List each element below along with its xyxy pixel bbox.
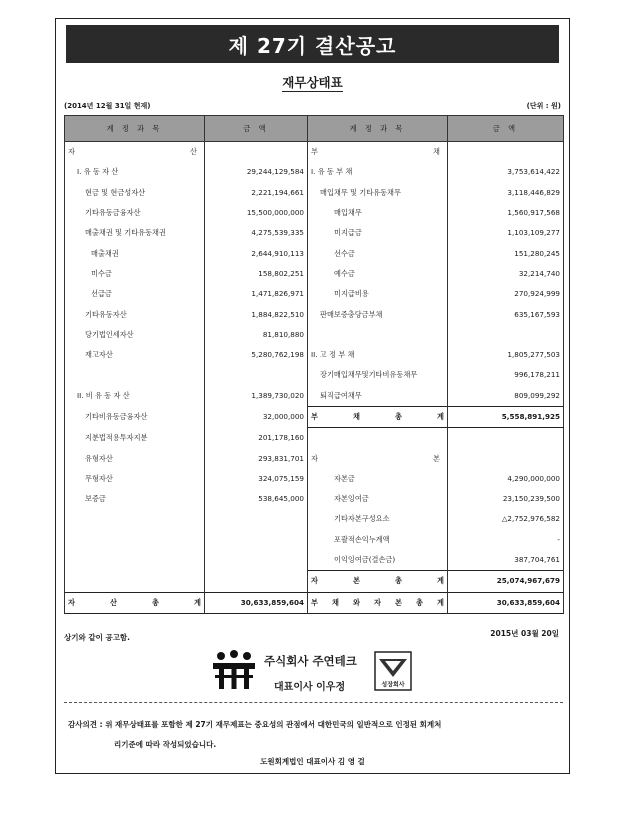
- assets-section: 자 산: [65, 142, 205, 163]
- company-name: 주식회사 주연테크: [264, 654, 357, 668]
- page-title: 제 27기 결산공고: [66, 25, 559, 63]
- table-row: 매출채권 및 기타유동채권 4,275,539,335 미지급금 1,103,109,277: [65, 223, 564, 243]
- svg-text:성장회사: 성장회사: [381, 681, 405, 689]
- table-row: [65, 142, 564, 163]
- assets-total-amount: 30,633,859,604: [205, 592, 308, 613]
- statement-title: 재무상태표: [282, 75, 343, 90]
- announcement-page: [55, 18, 570, 774]
- grand-total-row: [65, 592, 564, 613]
- table-row: 선급금 1,471,826,971 미지급비용 270,924,999: [65, 284, 564, 304]
- table-row: 지분법적용투자지분 201,178,160: [65, 428, 564, 449]
- liab-equity-total-amount: 30,633,859,604: [448, 592, 564, 613]
- equity-total-amount: 25,074,967,679: [448, 571, 564, 592]
- table-row: 유형자산 293,831,701 자 본: [65, 448, 564, 468]
- table-row: 무형자산 324,075,159 자본금 4,290,000,000: [65, 469, 564, 489]
- table-row: 당기법인세자산 81,810,880: [65, 325, 564, 345]
- unit-label: (단위 : 원): [526, 102, 561, 110]
- table-row: 기타유동금융자산 15,500,000,000 매입채무 1,560,917,568: [65, 203, 564, 223]
- liab-equity-total-label: 부 채 와 자 본 총 계: [308, 592, 448, 613]
- liabilities-total-label: 부 채 총 계: [308, 406, 448, 427]
- audit-opinion: 감사의견 : 위 재무상태표를 포함한 제 27기 재무제표는 중요성의 관점에서 대한민국의 일반적으로 인정된 회계처 리기준에 따라 작성되었습니다.: [68, 720, 442, 749]
- table-row: 기타유동자산 1,884,822,510 판매보증충당금부채 635,167,593: [65, 304, 564, 324]
- table-row: [65, 571, 564, 592]
- table-row: 포괄적손익누계액 -: [65, 530, 564, 550]
- auditor-name: 도원회계법인 대표이사 김 영 걸: [260, 757, 365, 766]
- as-of-date: (2014년 12월 31일 현재): [64, 102, 151, 110]
- col-amount-header: 금 액: [205, 116, 308, 142]
- liabilities-total-amount: 5,558,891,925: [448, 406, 564, 427]
- table-row: 보증금 538,645,000 자본잉여금 23,150,239,500: [65, 489, 564, 509]
- table-row: II. 비 유 동 자 산 1,389,730,020 퇴직급여채무 809,099,292: [65, 386, 564, 407]
- table-row: 미수금 158,802,251 예수금 32,214,740: [65, 264, 564, 284]
- equity-section: 자 본: [311, 453, 440, 463]
- table-row: 현금 및 현금성자산 2,221,194,661 매입채무 및 기타유동채무 3,118,446,829: [65, 183, 564, 203]
- table-row: 기타비유동금융자산 32,000,000 부 채 총 계 5,558,891,925: [65, 406, 564, 427]
- liabilities-section: 부 채: [311, 147, 440, 157]
- table-row: I. 유 동 자 산 29,244,129,584 I. 유 동 부 채 3,753,614,422: [65, 162, 564, 182]
- closing-statement: 상기와 같이 공고함.: [64, 633, 131, 642]
- table-row: 매출채권 2,644,910,113 선수금 151,280,245: [65, 243, 564, 263]
- col-account-header: 계 정 과 목: [65, 116, 205, 142]
- balance-sheet-table: [64, 115, 564, 614]
- col-amount-header: 금 액: [448, 116, 564, 142]
- table-row: 이익잉여금(결손금) 387,704,761: [65, 550, 564, 571]
- col-account-header: 계 정 과 목: [308, 116, 448, 142]
- assets-total-label: 자 산 총 계: [65, 592, 205, 613]
- announcement-date: 2015년 03월 20일: [490, 629, 559, 638]
- divider: [64, 702, 563, 703]
- representative-name: 대표이사 이우정: [274, 682, 346, 693]
- table-header-row: [65, 116, 564, 142]
- growth-company-seal-icon: [374, 651, 412, 691]
- company-logo-icon: [211, 649, 257, 691]
- equity-total-label: 자 본 총 계: [308, 571, 448, 592]
- table-row: 장기매입채무및기타비유동채무 996,178,211: [65, 365, 564, 385]
- table-row: 재고자산 5,280,762,198 II. 고 정 부 채 1,805,277,503: [65, 345, 564, 365]
- table-row: 기타자본구성요소 △2,752,976,582: [65, 509, 564, 529]
